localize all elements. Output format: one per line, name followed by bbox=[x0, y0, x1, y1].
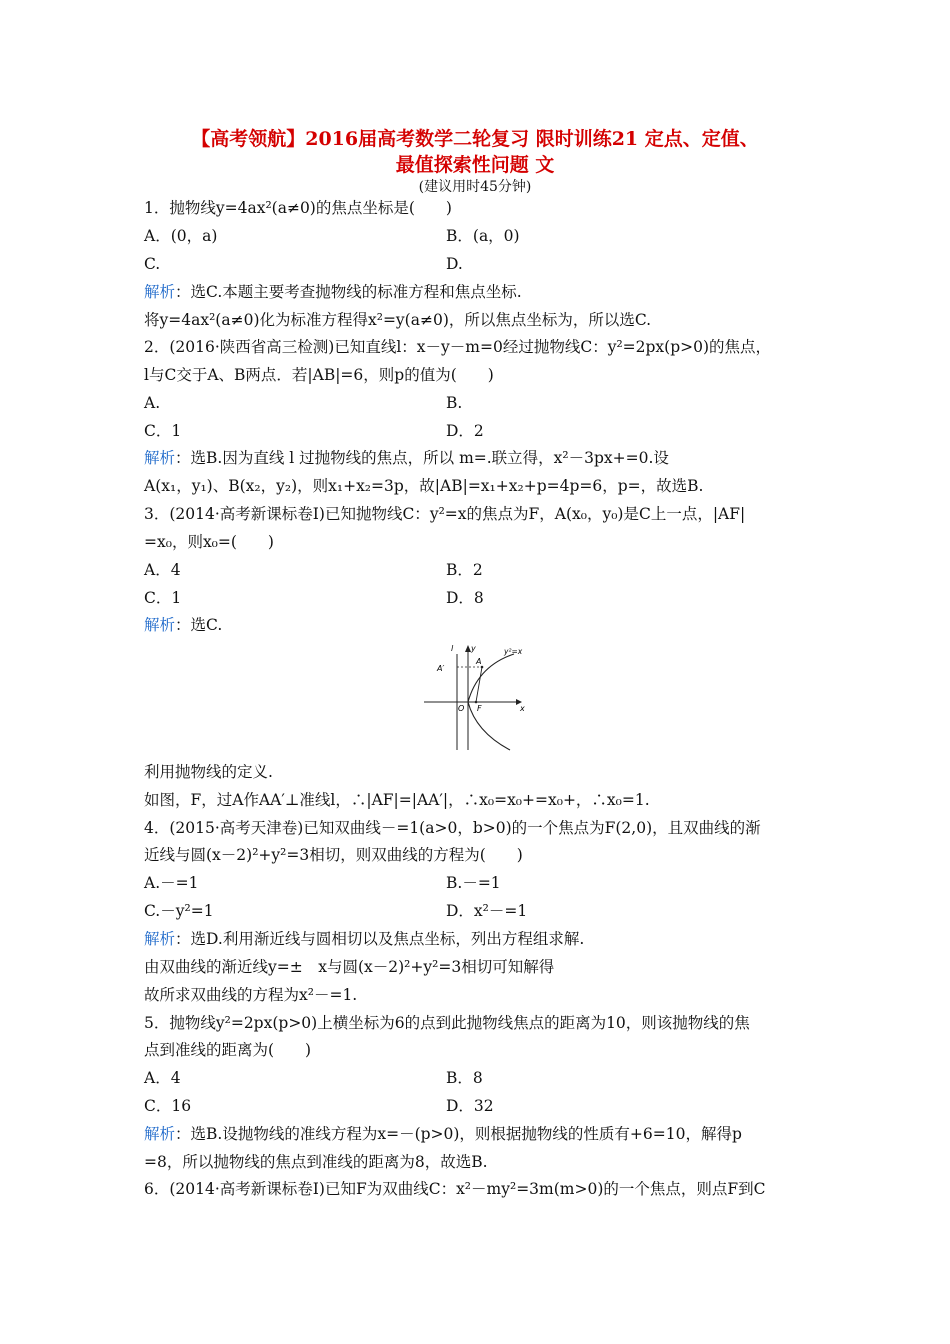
point-f bbox=[475, 701, 478, 704]
analysis-label: 解析 bbox=[144, 1125, 176, 1143]
q4-option-a: A.－=1 bbox=[144, 874, 199, 892]
q3-stem-line-2: =x₀，则x₀=( ) bbox=[144, 533, 274, 551]
label-o: O bbox=[458, 704, 465, 713]
q1-option-b: B．(a，0) bbox=[446, 227, 520, 245]
q5-stem-line-1: 5．抛物线y²=2px(p>0)上横坐标为6的点到此抛物线焦点的距离为10，则该抛物线的焦 bbox=[144, 1014, 750, 1032]
point-a bbox=[481, 666, 484, 669]
q1-option-c: C. bbox=[144, 255, 161, 273]
q5-option-d: D．32 bbox=[446, 1097, 494, 1115]
q5-analysis bbox=[144, 1123, 742, 1145]
q1-analysis-text: ：选C.本题主要考查抛物线的标准方程和焦点坐标. bbox=[175, 283, 522, 301]
q5-analysis-text: ：选B.设抛物线的准线方程为x=－(p>0)，则根据抛物线的性质有+6=10，解得p bbox=[175, 1125, 742, 1143]
label-f: F bbox=[477, 704, 482, 713]
q1-analysis bbox=[144, 281, 522, 303]
q4-option-b: B.－=1 bbox=[446, 874, 501, 892]
q3-option-c: C．1 bbox=[144, 589, 182, 607]
q2-stem-line-1: 2．(2016·陕西省高三检测)已知直线l：x－y－m=0经过抛物线C：y²=2px(p>0)的焦点， bbox=[144, 338, 772, 356]
q4-analysis-line-2: 由双曲线的渐近线y=± x与圆(x－2)²+y²=3相切可知解得 bbox=[144, 958, 555, 976]
q5-option-b: B．8 bbox=[446, 1069, 483, 1087]
q2-option-d: D．2 bbox=[446, 422, 484, 440]
label-l: l bbox=[451, 644, 454, 653]
label-y: y bbox=[471, 644, 476, 653]
q4-analysis-line-3: 故所求双曲线的方程为x²－=1. bbox=[144, 986, 358, 1004]
analysis-label: 解析 bbox=[144, 283, 176, 301]
q2-option-b: B. bbox=[446, 394, 463, 412]
q1-analysis-line-2: 将y=4ax²(a≠0)化为标准方程得x²=y(a≠0)，所以焦点坐标为，所以选C. bbox=[144, 311, 652, 329]
document-title-line-2: 最值探索性问题 文 bbox=[395, 154, 555, 176]
time-suggestion: (建议用时45分钟) bbox=[418, 179, 532, 195]
analysis-label: 解析 bbox=[144, 449, 176, 467]
q3-analysis bbox=[144, 614, 222, 636]
q3-option-a: A．4 bbox=[144, 561, 181, 579]
q3-after-line-1: 利用抛物线的定义. bbox=[144, 763, 273, 781]
document-title-line-1: 【高考领航】2016届高考数学二轮复习 限时训练21 定点、定值、 bbox=[191, 128, 759, 150]
parabola-figure bbox=[422, 640, 530, 752]
q5-analysis-line-2: =8，所以抛物线的焦点到准线的距离为8，故选B. bbox=[144, 1153, 488, 1171]
q4-analysis-text: ：选D.利用渐近线与圆相切以及焦点坐标，列出方程组求解. bbox=[175, 930, 585, 948]
q2-analysis-line-2: A(x₁，y₁)、B(x₂，y₂)，则x₁+x₂=3p，故|AB|=x₁+x₂+p=4p=6，p=，故选B. bbox=[144, 477, 704, 495]
q3-option-d: D．8 bbox=[446, 589, 484, 607]
q1-option-d: D. bbox=[446, 255, 463, 273]
q4-stem-line-1: 4．(2015·高考天津卷)已知双曲线－=1(a>0，b>0)的一个焦点为F(2,0)，且双曲线的渐 bbox=[144, 819, 761, 837]
q3-analysis-text: ：选C. bbox=[175, 616, 223, 634]
segment-af bbox=[476, 667, 482, 702]
label-x: x bbox=[520, 704, 525, 713]
label-a: A bbox=[476, 657, 482, 666]
q4-option-d: D．x²－=1 bbox=[446, 902, 528, 920]
q2-analysis bbox=[144, 447, 669, 469]
q4-stem-line-2: 近线与圆(x－2)²+y²=3相切，则双曲线的方程为( ) bbox=[144, 846, 523, 864]
analysis-label: 解析 bbox=[144, 930, 176, 948]
q3-option-b: B．2 bbox=[446, 561, 483, 579]
q2-option-a: A. bbox=[144, 394, 161, 412]
q5-option-a: A．4 bbox=[144, 1069, 181, 1087]
q2-analysis-text: ：选B.因为直线 l 过抛物线的焦点，所以 m=.联立得，x²－3px+=0.设 bbox=[175, 449, 669, 467]
q1-option-a: A．(0，a) bbox=[144, 227, 218, 245]
q3-after-line-2: 如图，F，过A作AA′⊥准线l，∴|AF|=|AA′|，∴x₀=x₀+=x₀+，∴x₀=1. bbox=[144, 791, 650, 809]
q3-stem-line-1: 3．(2014·高考新课标卷Ⅰ)已知抛物线C：y²=x的焦点为F，A(x₀，y₀)是C上一点，|AF| bbox=[144, 505, 746, 523]
label-a-prime: A′ bbox=[437, 664, 445, 673]
analysis-label: 解析 bbox=[144, 616, 176, 634]
q6-stem-line-1: 6．(2014·高考新课标卷Ⅰ)已知F为双曲线C：x²－my²=3m(m>0)的一个焦点，则点F到C bbox=[144, 1180, 766, 1198]
q5-option-c: C．16 bbox=[144, 1097, 192, 1115]
q4-option-c: C.－y²=1 bbox=[144, 902, 214, 920]
q5-stem-line-2: 点到准线的距离为( ) bbox=[144, 1041, 312, 1059]
q4-analysis bbox=[144, 928, 584, 950]
q2-stem-line-2: l与C交于A、B两点．若|AB|=6，则p的值为( ) bbox=[144, 366, 494, 384]
q2-option-c: C．1 bbox=[144, 422, 182, 440]
label-curve: y²=x bbox=[504, 647, 523, 656]
q1-stem: 1．抛物线y=4ax²(a≠0)的焦点坐标是( ) bbox=[144, 199, 452, 217]
